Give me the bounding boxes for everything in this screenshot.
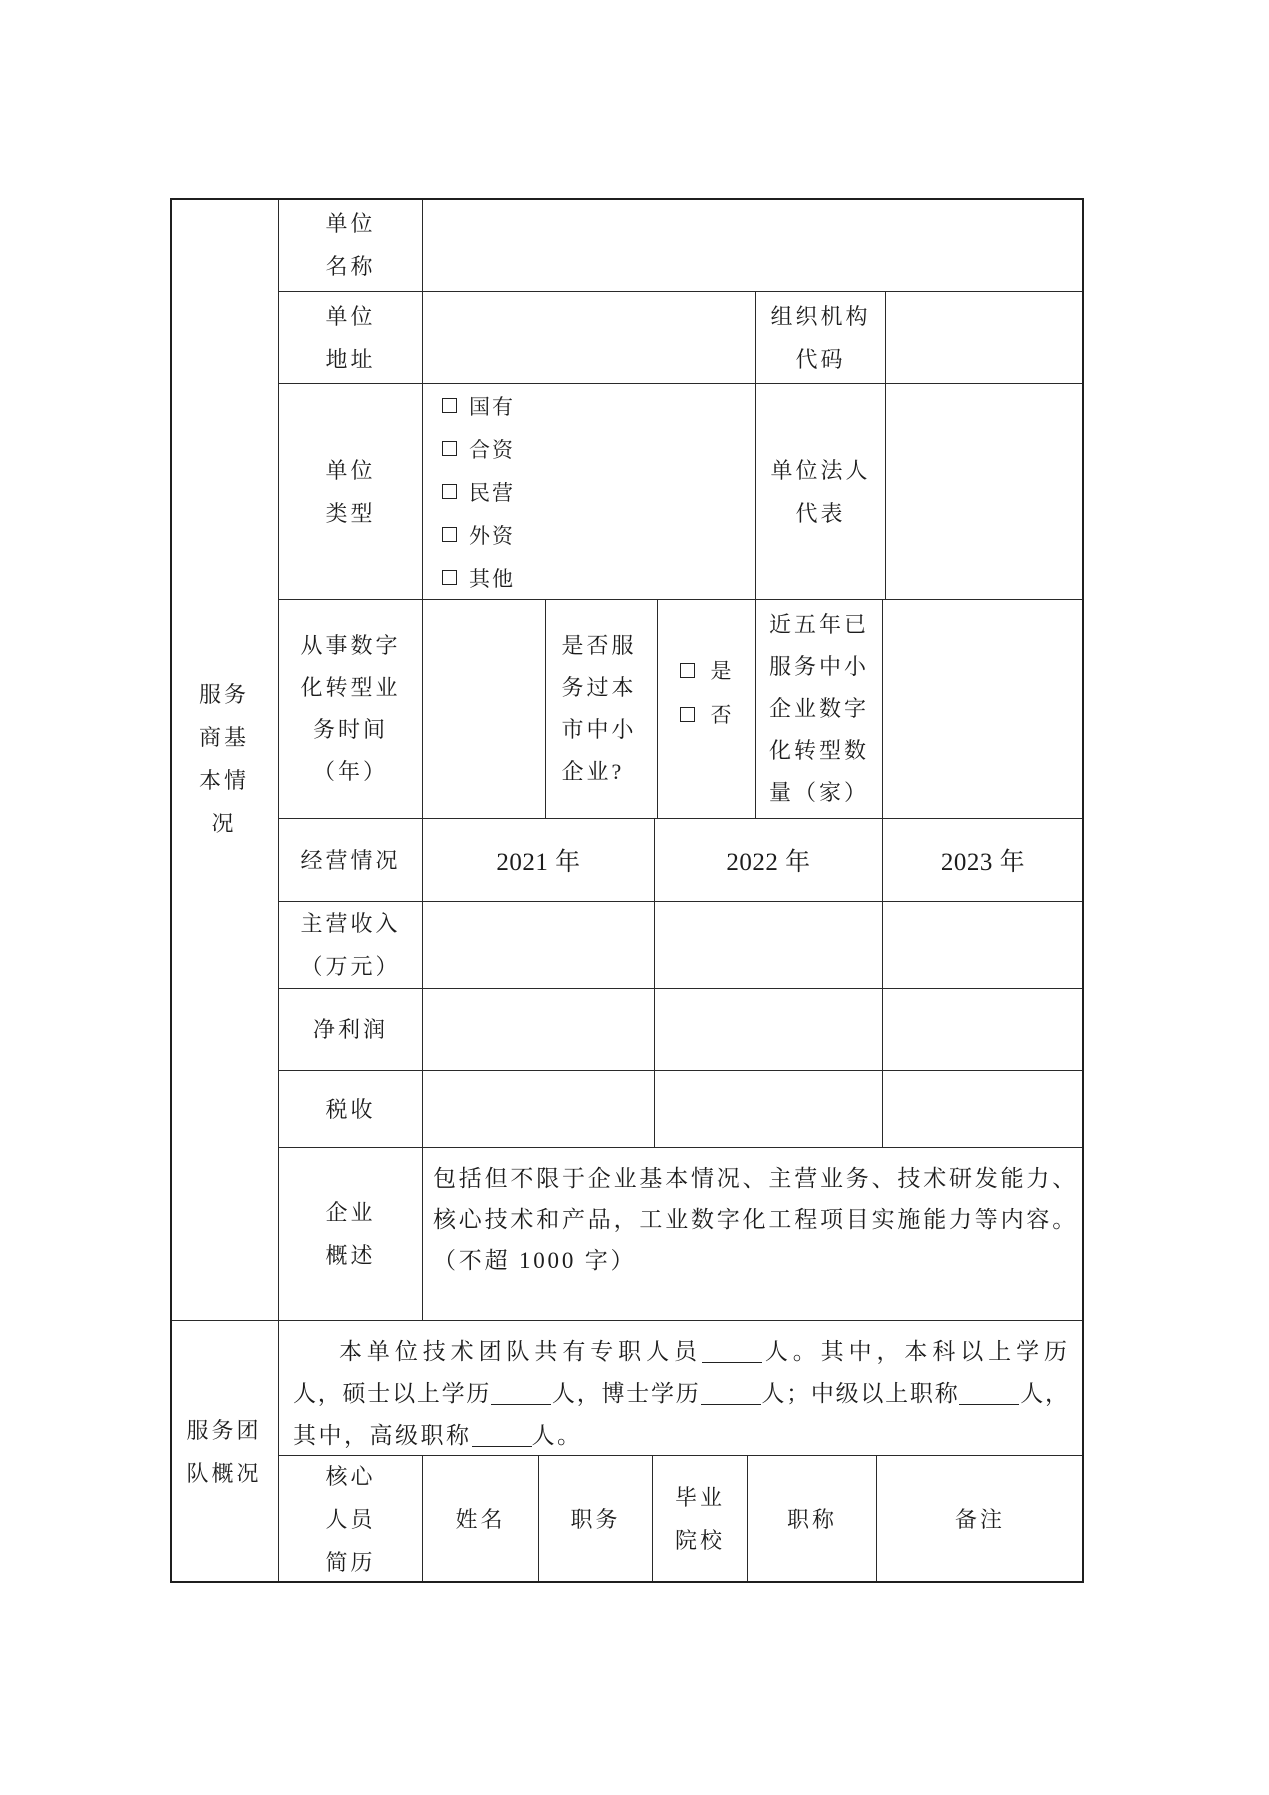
- section-team-overview: [170, 1321, 279, 1583]
- unit-type-option-joint-venture[interactable]: [442, 427, 515, 470]
- unit-type-option-state-owned[interactable]: [442, 384, 515, 427]
- tax-label: 税收: [325, 1096, 376, 1122]
- org-code-label: 组织机构代码: [770, 303, 871, 372]
- checkbox-icon[interactable]: [442, 441, 457, 456]
- section-provider-label: 服务商基本情况: [198, 682, 249, 836]
- column-header-label: 毕业院校: [674, 1485, 725, 1553]
- column-header-name: [423, 1456, 539, 1583]
- checkbox-icon[interactable]: [680, 663, 695, 678]
- team-summary-line: [293, 1415, 1069, 1457]
- years-in-business-label: 从事数字化转型业务时间（年）: [300, 633, 401, 784]
- tax-2021-field[interactable]: [423, 1071, 655, 1148]
- legal-rep-label-cell: [756, 384, 886, 600]
- net-profit-2022-field[interactable]: [655, 989, 883, 1071]
- overview-label-cell: [279, 1148, 423, 1321]
- column-header-title: [748, 1456, 877, 1583]
- option-label: 民营: [469, 480, 515, 505]
- masters-count-blank[interactable]: [491, 1381, 551, 1405]
- revenue-2023-field[interactable]: [883, 902, 1084, 989]
- overview-hint-line: （不超 1000 字）: [433, 1248, 637, 1273]
- doctorate-count-blank[interactable]: [701, 1381, 761, 1405]
- team-text-segment: 人。其中，本科以上学历: [761, 1339, 1070, 1364]
- year-label: 2023 年: [940, 849, 1026, 876]
- team-text-segment: 人，: [1019, 1381, 1070, 1406]
- sme-served-count-label-cell: [756, 600, 883, 819]
- unit-type-option-foreign[interactable]: [442, 513, 515, 556]
- column-header-label: 职称: [786, 1506, 837, 1532]
- legal-rep-label: 单位法人代表: [770, 457, 871, 526]
- org-code-field[interactable]: [886, 292, 1084, 384]
- total-staff-blank[interactable]: [702, 1339, 762, 1363]
- team-summary-line: [293, 1373, 1069, 1415]
- team-summary: [279, 1321, 1084, 1456]
- unit-type-label-cell: [279, 384, 423, 600]
- team-text-segment: 人。: [531, 1423, 583, 1448]
- revenue-label-cell: [279, 902, 423, 989]
- section-team-label: 服务团队概况: [186, 1417, 262, 1486]
- column-header-remarks: [877, 1456, 1084, 1583]
- checkbox-icon[interactable]: [442, 484, 457, 499]
- option-label: 国有: [469, 394, 515, 419]
- overview-label: 企业概述: [325, 1200, 376, 1268]
- year-header-2021: [423, 819, 655, 902]
- served-local-sme-options: [658, 600, 756, 819]
- tax-label-cell: [279, 1071, 423, 1148]
- unit-type-options: [423, 384, 756, 600]
- section-provider-basic-info: [170, 198, 279, 1321]
- option-label: 是: [710, 659, 734, 683]
- revenue-2021-field[interactable]: [423, 902, 655, 989]
- year-label: 2022 年: [726, 849, 811, 876]
- column-header-label: 备注: [954, 1506, 1005, 1532]
- unit-name-label-cell: [279, 198, 423, 292]
- net-profit-label: 净利润: [312, 1017, 388, 1042]
- net-profit-2021-field[interactable]: [423, 989, 655, 1071]
- revenue-2022-field[interactable]: [655, 902, 883, 989]
- years-in-business-field[interactable]: [423, 600, 546, 819]
- unit-type-option-other[interactable]: [442, 556, 515, 599]
- unit-type-option-private[interactable]: [442, 470, 515, 513]
- net-profit-label-cell: [279, 989, 423, 1071]
- overview-field[interactable]: [423, 1148, 1084, 1321]
- checkbox-icon[interactable]: [442, 527, 457, 542]
- years-in-business-label-cell: [279, 600, 423, 819]
- operations-label-cell: [279, 819, 423, 902]
- revenue-label: 主营收入（万元）: [300, 911, 401, 979]
- served-local-sme-label: 是否服务过本市中小企业?: [561, 633, 637, 784]
- unit-name-field[interactable]: [423, 198, 1084, 292]
- year-header-2022: [655, 819, 883, 902]
- net-profit-2023-field[interactable]: [883, 989, 1084, 1071]
- core-staff-label: 核心人员简历: [325, 1463, 376, 1575]
- core-staff-label-cell: [279, 1456, 423, 1583]
- unit-name-label: 单位名称: [325, 210, 376, 279]
- legal-rep-field[interactable]: [886, 384, 1084, 600]
- served-local-sme-label-cell: [546, 600, 658, 819]
- unit-address-field[interactable]: [423, 292, 756, 384]
- checkbox-icon[interactable]: [442, 570, 457, 585]
- team-text-segment: 人；中级以上职称: [760, 1381, 960, 1406]
- column-header-label: 职务: [570, 1506, 621, 1532]
- operations-label: 经营情况: [300, 847, 401, 873]
- service-provider-form-table: [170, 198, 1084, 1583]
- team-text-segment: 人，硕士以上学历: [293, 1381, 492, 1406]
- served-option-yes[interactable]: [680, 648, 734, 692]
- checkbox-icon[interactable]: [442, 398, 457, 413]
- sme-served-count-field[interactable]: [883, 600, 1084, 819]
- served-option-no[interactable]: [680, 692, 734, 736]
- team-text-segment: 本单位技术团队共有专职人员: [339, 1339, 702, 1364]
- option-label: 外资: [469, 523, 515, 548]
- column-header-school: [653, 1456, 748, 1583]
- sme-served-count-label: 近五年已服务中小企业数字化转型数量（家）: [768, 612, 869, 805]
- option-label: 否: [710, 703, 734, 727]
- intermediate-title-count-blank[interactable]: [959, 1381, 1019, 1405]
- tax-2023-field[interactable]: [883, 1071, 1084, 1148]
- unit-type-label: 单位类型: [325, 457, 376, 526]
- org-code-label-cell: [756, 292, 886, 384]
- tax-2022-field[interactable]: [655, 1071, 883, 1148]
- year-header-2023: [883, 819, 1084, 902]
- overview-hint-line: 包括但不限于企业基本情况、主营业务、技术研发能力、: [433, 1166, 1078, 1191]
- checkbox-icon[interactable]: [680, 707, 695, 722]
- column-header-position: [539, 1456, 653, 1583]
- year-label: 2021 年: [496, 849, 581, 876]
- option-label: 其他: [469, 566, 515, 591]
- option-label: 合资: [469, 437, 515, 462]
- team-text-segment: 人，博士学历: [551, 1381, 701, 1406]
- column-header-label: 姓名: [455, 1506, 506, 1532]
- unit-address-label-cell: [279, 292, 423, 384]
- unit-address-label: 单位地址: [325, 303, 376, 372]
- team-summary-line: [293, 1331, 1069, 1373]
- senior-title-count-blank[interactable]: [472, 1423, 532, 1447]
- overview-hint-line: 核心技术和产品，工业数字化工程项目实施能力等内容。: [433, 1207, 1078, 1232]
- team-text-segment: 其中，高级职称: [293, 1423, 472, 1448]
